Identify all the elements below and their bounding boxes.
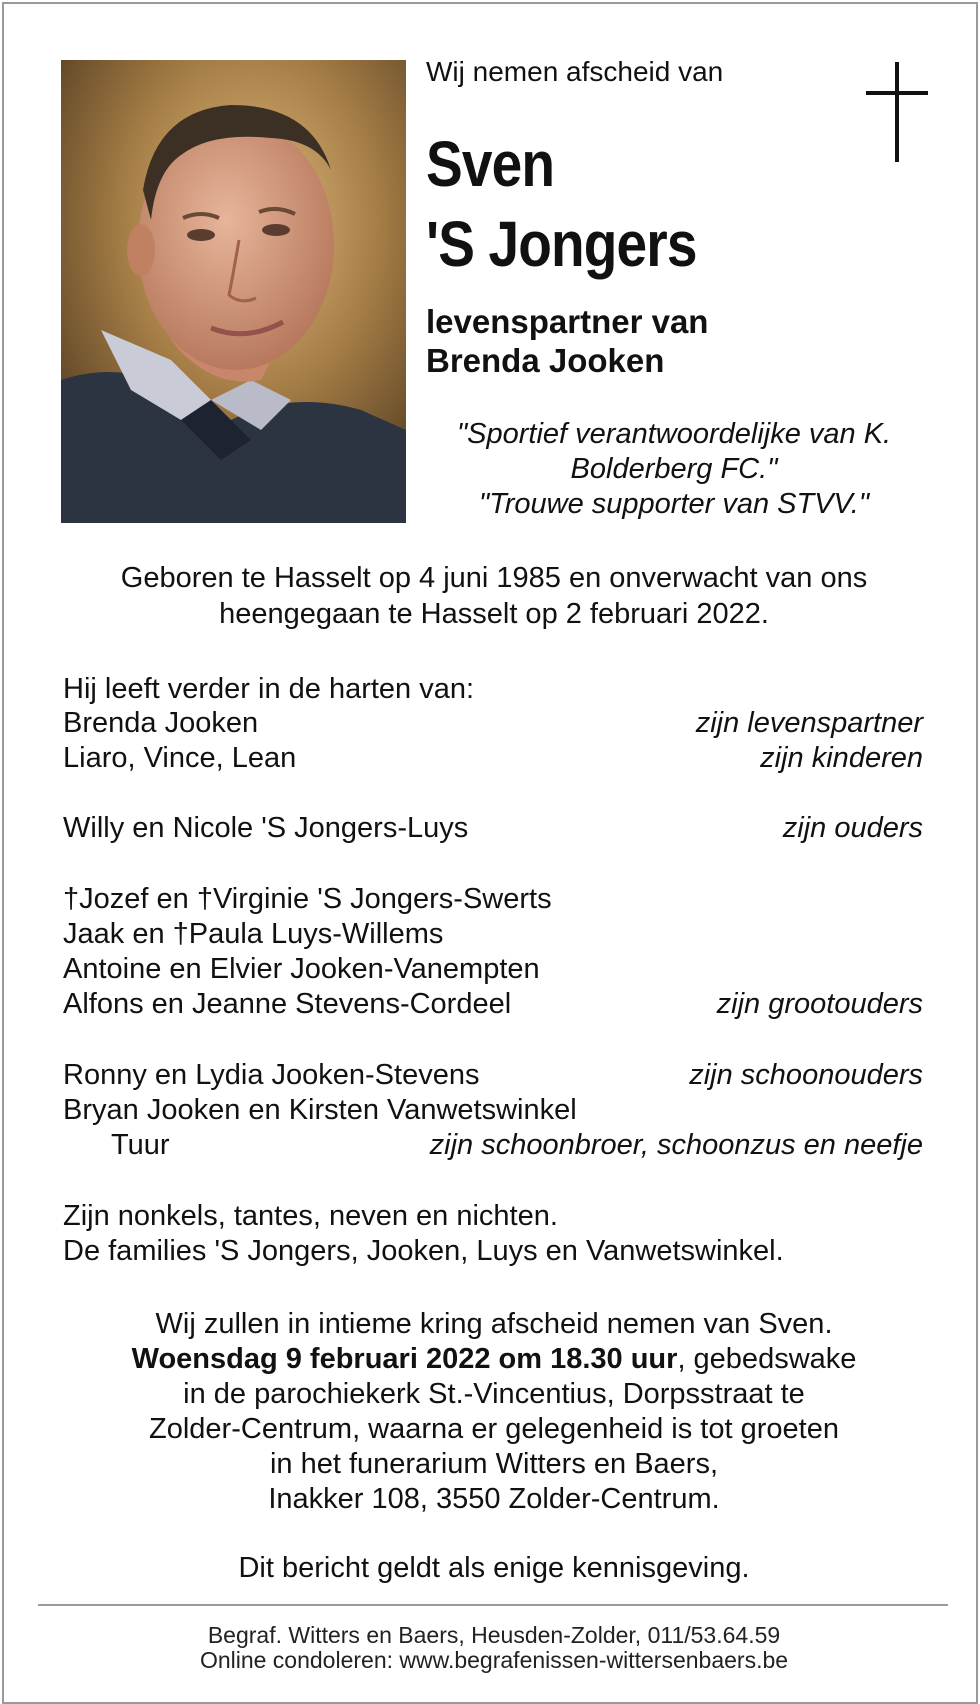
- ceremony-line: Zolder-Centrum, waarna er gelegenheid is tot groeten: [149, 1413, 839, 1445]
- ceremony-date: Woensdag 9 februari 2022 om 18.30 uur: [131, 1343, 678, 1375]
- first-name: Sven: [426, 128, 555, 200]
- ceremony-type: , gebedswake: [677, 1343, 857, 1375]
- family-relation: zijn ouders: [782, 812, 923, 844]
- ceremony-line: Wij zullen in intieme kring afscheid nemen van Sven.: [155, 1308, 833, 1340]
- family-row: [63, 917, 923, 951]
- notice-text: Dit bericht geldt als enige kennisgeving.: [238, 1552, 750, 1584]
- family-name: Jaak en †Paula Luys-Willems: [63, 918, 444, 950]
- portrait-photo: [61, 60, 406, 523]
- birth-line: Geboren te Hasselt op 4 juni 1985 en onverwacht van ons: [120, 562, 868, 594]
- family-row: [63, 1058, 923, 1092]
- family-name: Tuur: [111, 1129, 170, 1161]
- family-row: [63, 1234, 923, 1268]
- family-name: Willy en Nicole 'S Jongers-Luys: [63, 812, 469, 844]
- last-name: 'S Jongers: [426, 208, 697, 280]
- ceremony-date-line: [44, 1342, 944, 1377]
- family-row: [63, 882, 923, 916]
- family-relation: zijn schoonouders: [689, 1059, 923, 1091]
- family-relation: zijn schoonbroer, schoonzus en neefje: [429, 1129, 923, 1161]
- family-name: Zijn nonkels, tantes, neven en nichten.: [63, 1200, 558, 1232]
- birth-line: heengegaan te Hasselt op 2 februari 2022.: [219, 598, 769, 630]
- family-row: [63, 1093, 923, 1127]
- family-relation: zijn kinderen: [760, 742, 923, 774]
- partner-line1: levenspartner van: [426, 303, 709, 340]
- deceased-name: [426, 124, 697, 284]
- family-relation: zijn grootouders: [716, 988, 923, 1020]
- family-name: Bryan Jooken en Kirsten Vanwetswinkel: [63, 1094, 577, 1126]
- family-row: [63, 1128, 923, 1162]
- family-row: [63, 952, 923, 986]
- ceremony-line: in het funerarium Witters en Baers,: [269, 1448, 719, 1480]
- ceremony-line: in de parochiekerk St.-Vincentius, Dorpsstraat te: [183, 1378, 805, 1410]
- family-row: [63, 987, 923, 1021]
- cross-icon: [866, 62, 928, 162]
- family-name: Liaro, Vince, Lean: [63, 742, 297, 774]
- funeral-home-contact: Begraf. Witters en Baers, Heusden-Zolder, 011/53.64.59: [207, 1622, 781, 1648]
- family-row: [63, 706, 923, 740]
- partner-name: Brenda Jooken: [426, 342, 665, 379]
- partner-info: [426, 302, 708, 380]
- family-row: [63, 811, 923, 845]
- divider: [38, 1604, 948, 1606]
- birth-death-info: [44, 560, 944, 632]
- family-relation: zijn levenspartner: [695, 707, 923, 739]
- condolence-website[interactable]: Online condoleren: www.begrafenissen-wittersenbaers.be: [199, 1647, 789, 1673]
- quote-line: "Sportief verantwoordelijke van K.: [456, 418, 892, 450]
- family-heading: [63, 672, 923, 706]
- footer: [44, 1623, 944, 1673]
- family-name: Ronny en Lydia Jooken-Stevens: [63, 1059, 480, 1091]
- quote: [424, 417, 924, 522]
- family-row: [63, 1199, 923, 1233]
- obituary-card: [2, 2, 978, 1704]
- quote-line: "Trouwe supporter van STVV.": [478, 488, 870, 520]
- family-name: De families 'S Jongers, Jooken, Luys en Vanwetswinkel.: [63, 1235, 784, 1267]
- family-heading-text: Hij leeft verder in de harten van:: [63, 673, 475, 705]
- quote-line: Bolderberg FC.": [570, 453, 778, 485]
- family-name: Antoine en Elvier Jooken-Vanempten: [63, 953, 540, 985]
- family-row: [63, 741, 923, 775]
- ceremony-line: Inakker 108, 3550 Zolder-Centrum.: [268, 1483, 720, 1515]
- family-name: †Jozef en †Virginie 'S Jongers-Swerts: [63, 883, 552, 915]
- intro-text: Wij nemen afscheid van: [426, 56, 724, 87]
- family-name: Brenda Jooken: [63, 707, 259, 739]
- family-name: Alfons en Jeanne Stevens-Cordeel: [63, 988, 512, 1020]
- ceremony-info: [44, 1307, 944, 1517]
